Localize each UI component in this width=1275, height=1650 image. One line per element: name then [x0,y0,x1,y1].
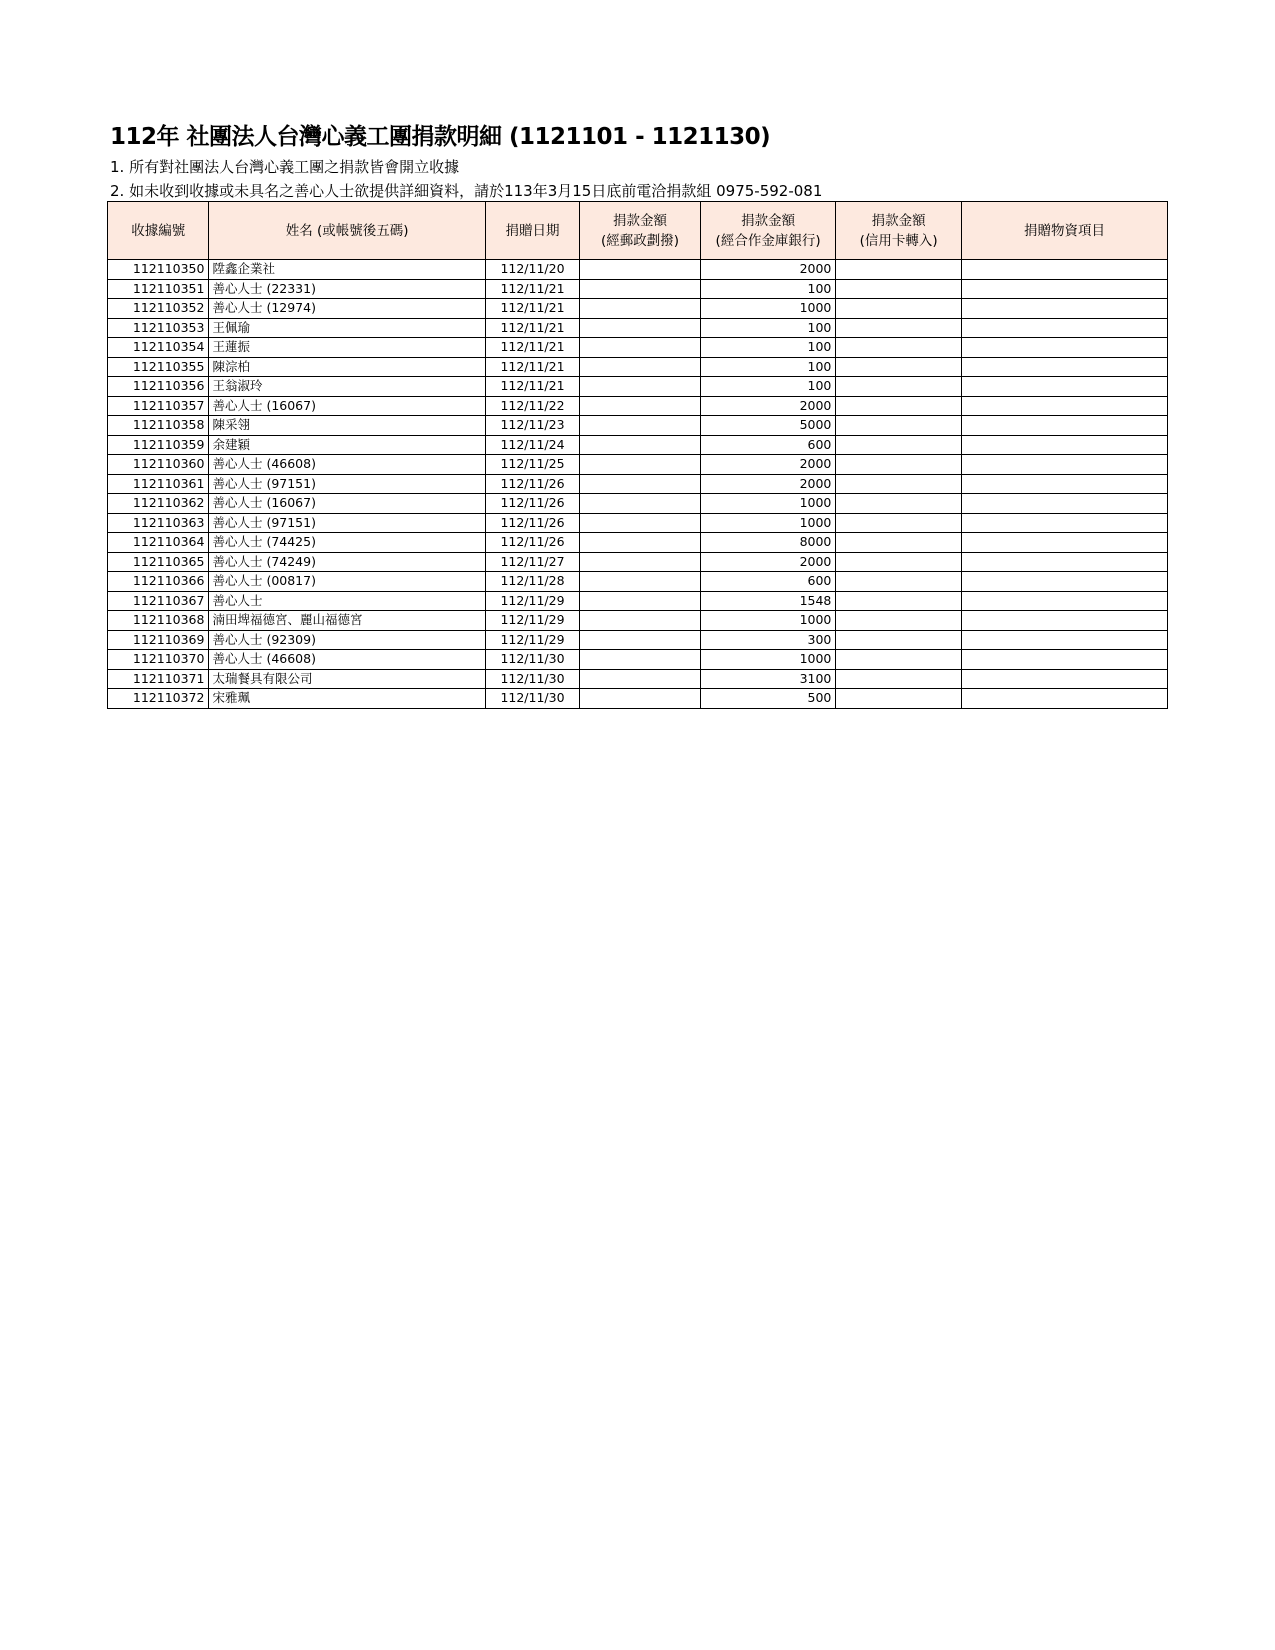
cell-goods [961,669,1167,689]
cell-goods [961,279,1167,299]
table-row [108,299,1168,319]
table-row [108,416,1168,436]
table-row [108,494,1168,514]
cell-card-amount [836,435,962,455]
header-card-amount [836,202,962,260]
table-row [108,552,1168,572]
cell-name: 善心人士 (12974) [209,299,485,319]
cell-postal-amount [580,416,701,436]
cell-bank-amount: 3100 [700,669,836,689]
cell-date: 112/11/29 [485,611,579,631]
cell-goods [961,416,1167,436]
note-contact-info: 2. 如未收到收據或未具名之善心人士欲提供詳細資料，請於113年3月15日底前電洽捐款組 0975-592-081 [110,182,823,200]
cell-postal-amount [580,552,701,572]
cell-postal-amount [580,377,701,397]
table-body [108,260,1168,709]
cell-postal-amount [580,689,701,709]
cell-receipt-no: 112110361 [108,474,209,494]
cell-postal-amount [580,513,701,533]
cell-receipt-no: 112110355 [108,357,209,377]
cell-date: 112/11/26 [485,533,579,553]
table-row [108,338,1168,358]
cell-name: 善心人士 (74425) [209,533,485,553]
cell-goods [961,552,1167,572]
header-postal-line2: (經郵政劃撥) [600,232,679,249]
cell-receipt-no: 112110362 [108,494,209,514]
table-row [108,396,1168,416]
table-row [108,611,1168,631]
header-postal-amount [580,202,701,260]
cell-bank-amount: 2000 [700,260,836,280]
table-row [108,435,1168,455]
cell-name: 陳采翎 [209,416,485,436]
cell-postal-amount [580,279,701,299]
cell-bank-amount: 1000 [700,513,836,533]
cell-receipt-no: 112110354 [108,338,209,358]
cell-card-amount [836,650,962,670]
cell-goods [961,513,1167,533]
cell-receipt-no: 112110358 [108,416,209,436]
cell-name: 善心人士 (97151) [209,513,485,533]
cell-postal-amount [580,611,701,631]
cell-date: 112/11/21 [485,299,579,319]
cell-name: 善心人士 (97151) [209,474,485,494]
header-card-line1: 捐款金額 [871,212,926,229]
cell-card-amount [836,396,962,416]
cell-name: 湳田埤福德宮、麗山福德宮 [209,611,485,631]
cell-name: 善心人士 (46608) [209,650,485,670]
cell-date: 112/11/20 [485,260,579,280]
donation-table [107,201,1168,709]
cell-bank-amount: 100 [700,357,836,377]
cell-bank-amount: 1548 [700,591,836,611]
cell-goods [961,396,1167,416]
cell-goods [961,377,1167,397]
cell-bank-amount: 1000 [700,299,836,319]
cell-card-amount [836,591,962,611]
cell-bank-amount: 8000 [700,533,836,553]
cell-card-amount [836,474,962,494]
cell-receipt-no: 112110365 [108,552,209,572]
cell-receipt-no: 112110357 [108,396,209,416]
table-row [108,591,1168,611]
cell-postal-amount [580,533,701,553]
table-row [108,318,1168,338]
cell-name: 王佩瑜 [209,318,485,338]
cell-name: 善心人士 (22331) [209,279,485,299]
cell-receipt-no: 112110372 [108,689,209,709]
cell-card-amount [836,279,962,299]
cell-receipt-no: 112110370 [108,650,209,670]
table-header-row [108,202,1168,260]
cell-goods [961,533,1167,553]
cell-name: 善心人士 [209,591,485,611]
cell-goods [961,611,1167,631]
page-title: 112年 社團法人台灣心義工團捐款明細 (1121101 - 1121130) [110,124,771,150]
cell-receipt-no: 112110360 [108,455,209,475]
cell-card-amount [836,299,962,319]
cell-name: 善心人士 (74249) [209,552,485,572]
cell-name: 宋雅珮 [209,689,485,709]
cell-postal-amount [580,494,701,514]
cell-receipt-no: 112110366 [108,572,209,592]
cell-goods [961,299,1167,319]
cell-postal-amount [580,650,701,670]
cell-card-amount [836,630,962,650]
header-date: 捐贈日期 [485,202,579,260]
cell-date: 112/11/29 [485,630,579,650]
cell-receipt-no: 112110371 [108,669,209,689]
cell-goods [961,455,1167,475]
cell-receipt-no: 112110350 [108,260,209,280]
cell-card-amount [836,318,962,338]
cell-goods [961,630,1167,650]
cell-bank-amount: 300 [700,630,836,650]
cell-date: 112/11/26 [485,513,579,533]
cell-goods [961,338,1167,358]
cell-card-amount [836,513,962,533]
cell-bank-amount: 2000 [700,455,836,475]
cell-postal-amount [580,318,701,338]
cell-receipt-no: 112110352 [108,299,209,319]
cell-receipt-no: 112110364 [108,533,209,553]
cell-name: 善心人士 (46608) [209,455,485,475]
header-bank-line1: 捐款金額 [741,212,796,229]
cell-date: 112/11/27 [485,552,579,572]
cell-postal-amount [580,455,701,475]
cell-bank-amount: 100 [700,377,836,397]
cell-goods [961,689,1167,709]
cell-postal-amount [580,260,701,280]
cell-card-amount [836,455,962,475]
cell-card-amount [836,338,962,358]
cell-goods [961,318,1167,338]
cell-bank-amount: 500 [700,689,836,709]
cell-postal-amount [580,357,701,377]
cell-date: 112/11/21 [485,279,579,299]
cell-receipt-no: 112110351 [108,279,209,299]
note-receipt-issued: 1. 所有對社團法人台灣心義工團之捐款皆會開立收據 [110,158,460,176]
cell-date: 112/11/21 [485,377,579,397]
table-row [108,377,1168,397]
table-row [108,650,1168,670]
table-row [108,474,1168,494]
cell-receipt-no: 112110359 [108,435,209,455]
cell-goods [961,650,1167,670]
cell-card-amount [836,260,962,280]
cell-postal-amount [580,396,701,416]
cell-name: 陞鑫企業社 [209,260,485,280]
cell-postal-amount [580,338,701,358]
cell-date: 112/11/30 [485,669,579,689]
cell-receipt-no: 112110369 [108,630,209,650]
cell-name: 善心人士 (16067) [209,494,485,514]
cell-date: 112/11/21 [485,338,579,358]
cell-date: 112/11/21 [485,318,579,338]
cell-receipt-no: 112110363 [108,513,209,533]
cell-bank-amount: 600 [700,435,836,455]
cell-receipt-no: 112110353 [108,318,209,338]
cell-postal-amount [580,572,701,592]
cell-bank-amount: 600 [700,572,836,592]
table-row [108,279,1168,299]
cell-card-amount [836,377,962,397]
cell-bank-amount: 2000 [700,474,836,494]
cell-postal-amount [580,630,701,650]
cell-bank-amount: 100 [700,338,836,358]
cell-date: 112/11/28 [485,572,579,592]
cell-goods [961,435,1167,455]
cell-date: 112/11/29 [485,591,579,611]
cell-card-amount [836,611,962,631]
table-row [108,455,1168,475]
cell-card-amount [836,494,962,514]
cell-name: 善心人士 (16067) [209,396,485,416]
cell-date: 112/11/25 [485,455,579,475]
cell-date: 112/11/23 [485,416,579,436]
cell-bank-amount: 1000 [700,611,836,631]
cell-date: 112/11/24 [485,435,579,455]
cell-goods [961,572,1167,592]
cell-date: 112/11/22 [485,396,579,416]
header-receipt-no: 收據編號 [108,202,209,260]
cell-bank-amount: 2000 [700,552,836,572]
table-row [108,630,1168,650]
table-row [108,533,1168,553]
cell-bank-amount: 100 [700,318,836,338]
cell-name: 善心人士 (92309) [209,630,485,650]
cell-receipt-no: 112110367 [108,591,209,611]
cell-date: 112/11/26 [485,494,579,514]
cell-bank-amount: 1000 [700,494,836,514]
cell-postal-amount [580,435,701,455]
cell-card-amount [836,357,962,377]
cell-card-amount [836,572,962,592]
cell-card-amount [836,416,962,436]
table-row [108,260,1168,280]
cell-postal-amount [580,474,701,494]
cell-goods [961,260,1167,280]
cell-name: 余建穎 [209,435,485,455]
cell-bank-amount: 2000 [700,396,836,416]
table-row [108,572,1168,592]
cell-goods [961,357,1167,377]
cell-bank-amount: 100 [700,279,836,299]
cell-postal-amount [580,591,701,611]
header-postal-line1: 捐款金額 [612,212,667,229]
cell-card-amount [836,669,962,689]
cell-card-amount [836,533,962,553]
cell-date: 112/11/30 [485,650,579,670]
header-bank-amount [700,202,836,260]
cell-postal-amount [580,669,701,689]
cell-bank-amount: 1000 [700,650,836,670]
cell-name: 王蓮振 [209,338,485,358]
cell-goods [961,474,1167,494]
cell-date: 112/11/21 [485,357,579,377]
table-row [108,669,1168,689]
cell-receipt-no: 112110368 [108,611,209,631]
cell-date: 112/11/30 [485,689,579,709]
cell-card-amount [836,689,962,709]
cell-date: 112/11/26 [485,474,579,494]
table-row [108,357,1168,377]
table-row [108,689,1168,709]
cell-goods [961,494,1167,514]
header-bank-line2: (經合作金庫銀行) [715,232,821,249]
cell-receipt-no: 112110356 [108,377,209,397]
cell-name: 王翁淑玲 [209,377,485,397]
cell-name: 太瑞餐具有限公司 [209,669,485,689]
cell-card-amount [836,552,962,572]
table-row [108,513,1168,533]
header-goods: 捐贈物資項目 [961,202,1167,260]
cell-goods [961,591,1167,611]
cell-bank-amount: 5000 [700,416,836,436]
cell-name: 善心人士 (00817) [209,572,485,592]
cell-postal-amount [580,299,701,319]
header-name: 姓名 (或帳號後五碼) [209,202,485,260]
cell-name: 陳淙柏 [209,357,485,377]
header-card-line2: (信用卡轉入) [859,232,938,249]
